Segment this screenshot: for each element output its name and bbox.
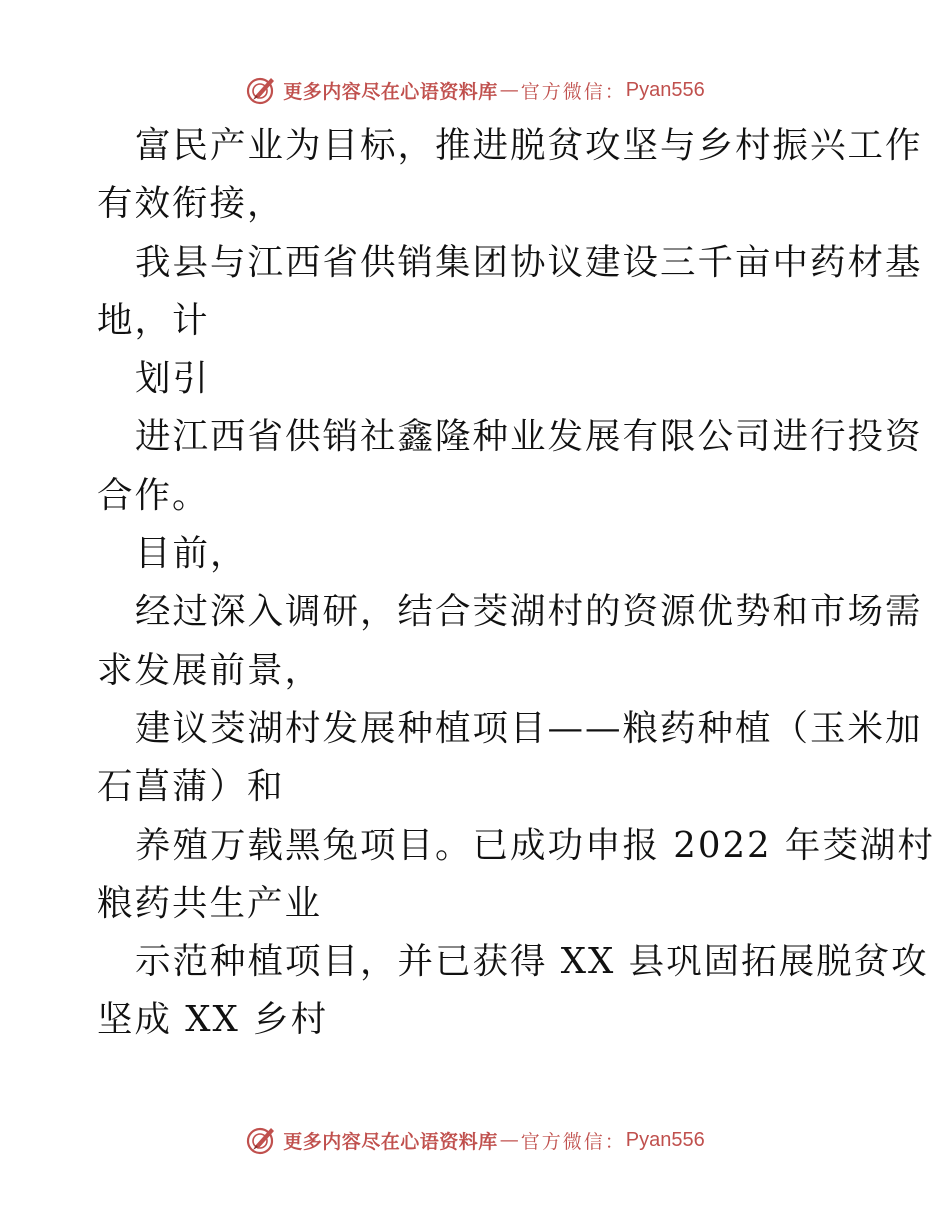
paragraph-line: 我县与江西省供销集团协议建设三千亩中药材基 [135,241,923,283]
watermark-wechat-label: 官方微信： [520,80,626,103]
paragraph-line: 求发展前景， [97,649,323,691]
paragraph-line: 粮药共生产业 [97,882,323,924]
paragraph-line: 进江西省供销社鑫隆种业发展有限公司进行投资 [135,416,923,458]
paragraph-line: 目前， [135,533,248,575]
paragraph-line: 富民产业为目标，推进脱贫攻坚与乡村振兴工作 [135,125,923,166]
paragraph-line: 地，计 [97,299,210,341]
paragraph-line: 坚成 XX 乡村 [97,999,329,1041]
watermark-dash: — [499,1129,519,1151]
paragraph-line: 划引 [135,358,211,400]
paragraph-line: 合作。 [97,474,210,516]
watermark-main-text: 更多内容尽在心语资料库 [283,1130,498,1153]
paragraph-line: 有效衔接， [97,183,285,225]
watermark-wechat-id: Pyan556 [625,1128,705,1151]
paragraph-line: 建议茭湖村发展种植项目——粮药种植（玉米加 [135,707,923,749]
document-body [97,117,935,1050]
header-watermark [0,72,950,108]
watermark-dash: — [499,79,519,101]
paragraph-line: 石菖蒲）和 [97,766,285,808]
watermark-main-text: 更多内容尽在心语资料库 [283,80,498,103]
paragraph-line: 养殖万载黑兔项目。已成功申报 2022 年茭湖村 [135,824,935,866]
quill-pen-seal-icon [245,1123,279,1157]
quill-pen-seal-icon [245,73,279,107]
paragraph-line: 经过深入调研，结合茭湖村的资源优势和市场需 [135,591,923,633]
footer-watermark [0,1122,950,1158]
watermark-wechat-id: Pyan556 [625,78,705,101]
paragraph-line: 示范种植项目，并已获得 XX 县巩固拓展脱贫攻 [135,941,929,983]
watermark-wechat-label: 官方微信： [520,1130,626,1153]
